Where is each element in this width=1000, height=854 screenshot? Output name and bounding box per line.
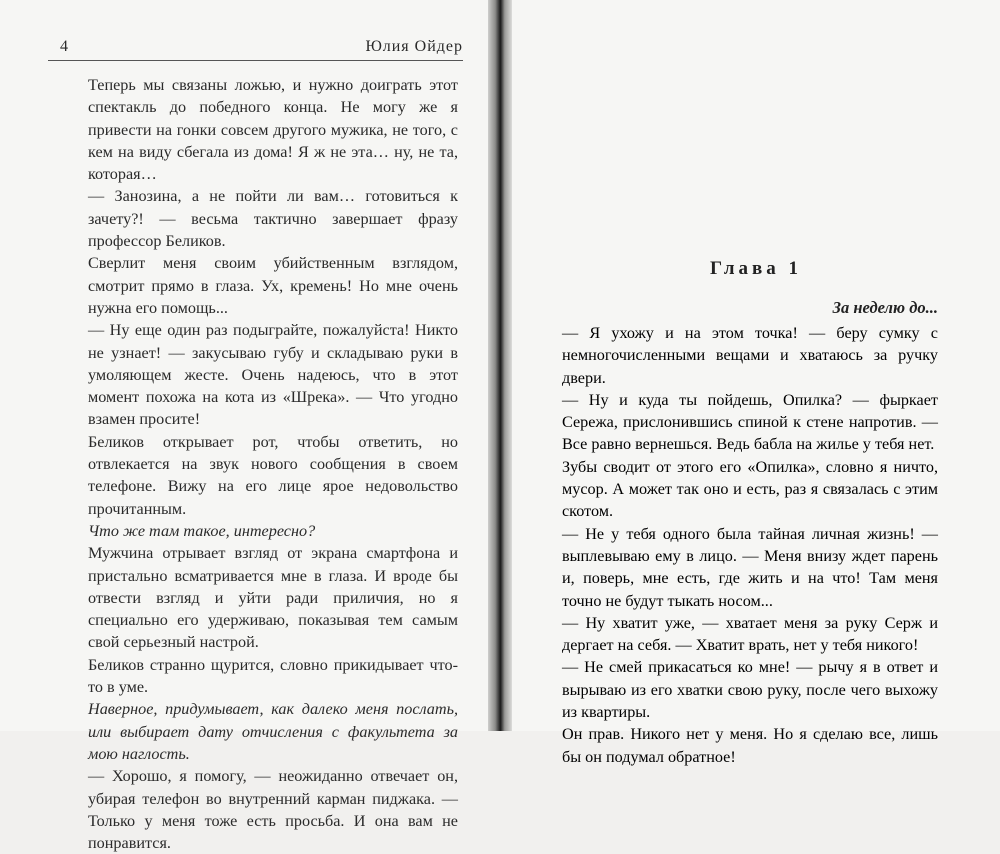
- italic-paragraph: Что же там такое, интересно?: [88, 521, 316, 540]
- paragraph: Сверлит меня своим убийственным взглядом, смотрит прямо в глаза. Ух, кремень! Но мне очень нужна его помощь...: [88, 254, 458, 317]
- paragraph: — Ну и куда ты пойдешь, Опилка? — фыркает Сережа, прислонившись спиной к стене напротив. — Все равно вернешься. Ведь бабла на жилье у тебя нет.: [562, 390, 938, 454]
- running-head-author: Юлия Ойдер: [365, 38, 463, 55]
- book-gutter: [488, 0, 512, 731]
- left-page: [0, 0, 488, 853]
- page-number: 4: [60, 38, 69, 55]
- paragraph: Мужчина отрывает взгляд от экрана смартфона и пристально всматривается мне в глаза. И вроде бы отвести взгляд и уйти ради приличия, но я специально его удерживаю, показывая тем самым свой серьезный настрой.: [88, 544, 458, 652]
- paragraph: — Не у тебя одного была тайная личная жизнь! — выплевываю ему в лицо. — Меня внизу ждет парень и, поверь, мне есть, где жить и на что! Там меня точно не будут тыкать носом...: [562, 524, 938, 610]
- right-page-body: [562, 322, 938, 768]
- left-page-body: [88, 74, 458, 854]
- running-head: [48, 36, 463, 61]
- paragraph: Теперь мы связаны ложью, и нужно доиграть этот спектакль до победного конца. Не могу же я привести на гонки совсем другого мужика, не того, с кем на виду сбегала из дома! Я ж не эта… ну, не та, которая…: [88, 76, 458, 184]
- paragraph: Беликов открывает рот, чтобы ответить, но отвлекается на звук нового сообщения в своем телефоне. Вижу на его лице ярое недовольство прочитанным.: [88, 432, 458, 518]
- paragraph: — Я ухожу и на этом точка! — беру сумку с немногочисленными вещами и хватаюсь за ручку двери.: [562, 324, 938, 387]
- paragraph: — Занозина, а не пойти ли вам… готовиться к зачету?! — весьма тактично завершает фразу профессор Беликов.: [88, 187, 458, 251]
- paragraph: Он прав. Никого нет у меня. Но я сделаю все, лишь бы он подумал обратное!: [562, 725, 938, 766]
- chapter-subtitle: За неделю до...: [832, 298, 938, 317]
- paragraph: — Ну еще один раз подыграйте, пожалуйста! Никто не узнает! — закусываю губу и складываю руки в умоляющем жесте. Очень надеюсь, что в этот момент похожа на кота из «Шрека». — Что угодно взамен просите!: [88, 321, 458, 429]
- italic-paragraph: Наверное, придумывает, как далеко меня послать, или выбирает дату отчисления с факультета за мою наглость.: [88, 700, 458, 763]
- paragraph: Беликов странно щурится, словно прикидывает что-то в уме.: [88, 655, 458, 697]
- paragraph: Зубы сводит от этого его «Опилка», словно я ничто, мусор. А может так оно и есть, раз я связалась с этим скотом.: [562, 457, 938, 521]
- paragraph: — Ну хватит уже, — хватает меня за руку Серж и дергает на себя. — Хватит врать, нет у тебя никого!: [562, 613, 938, 655]
- paragraph: — Не смей прикасаться ко мне! — рычу я в ответ и вырываю из его хватки свою руку, после чего выхожу из квартиры.: [562, 658, 938, 722]
- paragraph: — Хорошо, я помогу, — неожиданно отвечает он, убирая телефон во внутренний карман пиджака. — Только у меня тоже есть просьба. И она вам не понравится.: [88, 767, 458, 853]
- chapter-heading: Глава 1: [709, 258, 803, 279]
